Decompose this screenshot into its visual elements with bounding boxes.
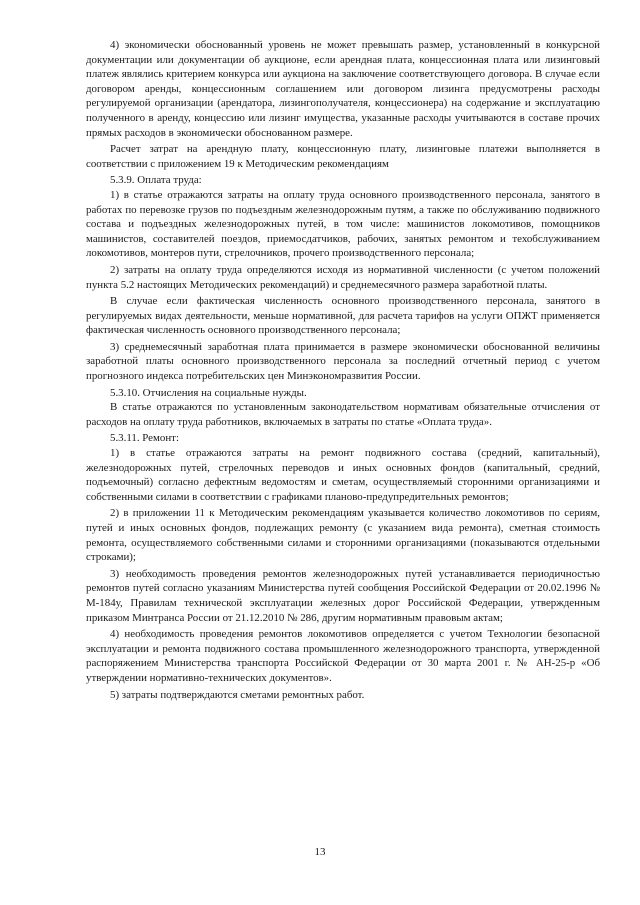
paragraph-repair-2: 2) в приложении 11 к Методическим рекомендациям указывается количество локомотивов по сериям, путей и иных основных фондов, подлежащих ремонту (с указанием вида ремонта), сметная стоимость ремонта, осуществляемого собственными силами и сторонними организациями (показываются отдельными строками); (86, 507, 600, 564)
paragraph-repair-4: 4) необходимость проведения ремонтов локомотивов определяется с учетом Технологии безопасной эксплуатации и ремонта подвижного состава промышленного железнодорожного транспорта, утвержденной распоряжением Министерства транспорта Российской Федерации от 30 марта 2001 г. № АН-25-р «Об утверждении нормативно-технических документов». (86, 628, 600, 684)
paragraph-wages-3: 3) среднемесячный заработная плата принимается в размере экономически обоснованной величины заработной платы основного производственного персонала за последний отчетный период с учетом прогнозного индекса потребительских цен Минэкономразвития России. (86, 340, 600, 383)
paragraph-item-4: 4) экономически обоснованный уровень не может превышать размер, установленный в конкурсной документации или документации об аукционе, если арендная плата, концессионная плата или лизинговый платеж являлись критерием конкурса или аукциона на заключение соответствующего договора. В случае если договором аренды, концессионным соглашением или договором лизинга предусмотрены расходы регулируемой организации (арендатора, лизингополучателя, концессионера) на содержание и эксплуатацию полученного в аренду, концессию или лизинг имущества, указанные расходы учитываются в составе прочих прямых расходов в экономически обоснованном размере. (86, 39, 600, 139)
section-heading-5-3-11: 5.3.11. Ремонт: (110, 432, 179, 445)
page-number: 13 (314, 846, 326, 858)
paragraph-repair-1: 1) в статье отражаются затраты на ремонт подвижного состава (средний, капитальный), железнодорожных путей, стрелочных переводов и иных основных фондов (капитальный, средний, подъемочный) согласно дефектным ведомостям и сметам, осуществляемый сторонними организациями и собственными силами в соответствии с графиками планово-предупредительных ремонтов; (86, 447, 600, 503)
paragraph-actual-headcount: В случае если фактическая численность основного производственного персонала, занятого в регулируемых видах деятельности, меньше нормативной, для расчета тарифов на услуги ОПЖТ применяется фактическая численность основного производственного персонала; (86, 295, 600, 337)
section-heading-5-3-10: 5.3.10. Отчисления на социальные нужды. (110, 386, 307, 399)
document-body (86, 38, 600, 704)
paragraph-wages-1: 1) в статье отражаются затраты на оплату труда основного производственного персонала, занятого в работах по перевозке грузов по подъездным железнодорожным путям, а также по обслуживанию подвижного состава и подъездных железнодорожных путей, в том числе: машинистов локомотивов, помощников машинистов, составителей поездов, приемосдатчиков, рабочих, занятых ремонтом и техобслуживанием локомотивов, монтеров пути, стрелочников, прочего производственного персонала; (86, 188, 600, 260)
paragraph-repair-5: 5) затраты подтверждаются сметами ремонтных работ. (110, 688, 365, 701)
paragraph-repair-3: 3) необходимость проведения ремонтов железнодорожных путей устанавливается периодичностью ремонтов путей согласно указаниям Министерства путей сообщения Российской Федерации от 20.02.1996 № М-184у, Правилам технической эксплуатации железных дорог Российской Федерации, утвержденным приказом Минтранса России от 21.12.2010 № 286, другим нормативным правовым актам; (86, 567, 600, 624)
paragraph-lease-calculation: Расчет затрат на арендную плату, концессионную плату, лизинговые платежи выполняется в соответствии с приложением 19 к Методическим рекомендациям (86, 143, 600, 170)
paragraph-wages-2: 2) затраты на оплату труда определяются исходя из нормативной численности (с учетом положений пункта 5.2 настоящих Методических рекомендаций) и среднемесячного размера заработной платы. (86, 263, 600, 291)
section-heading-5-3-9: 5.3.9. Оплата труда: (110, 174, 202, 187)
paragraph-social-contributions: В статье отражаются по установленным законодательством нормативам обязательные отчисления от расходов на оплату труда работников, включаемых в затраты по статье «Оплата труда». (86, 401, 600, 428)
